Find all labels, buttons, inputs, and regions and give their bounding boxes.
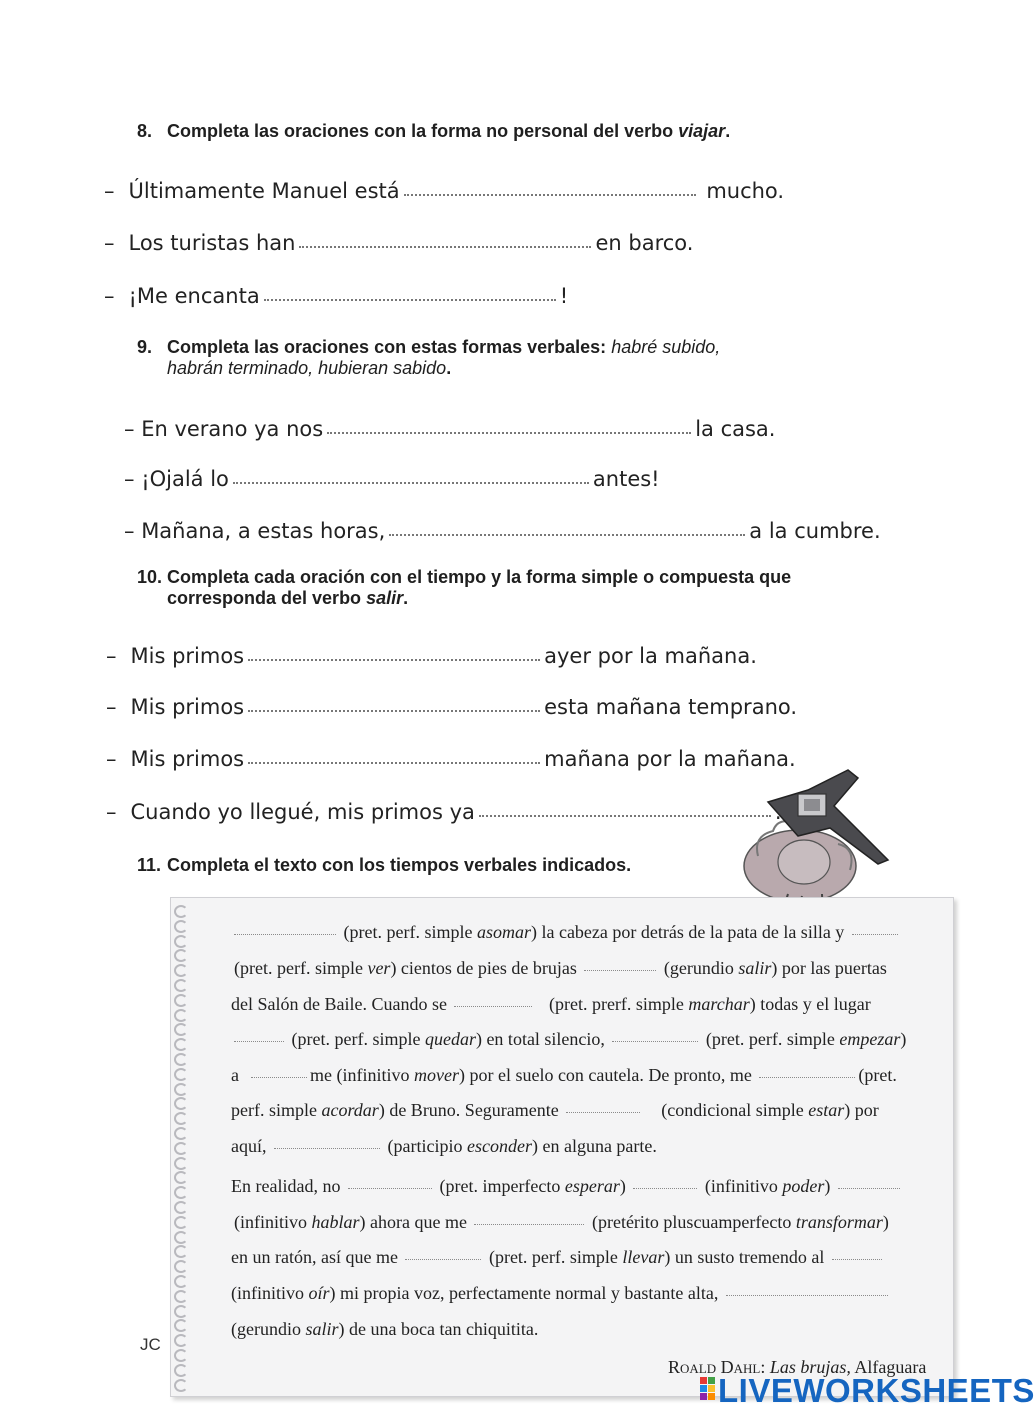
q9-title-text: Completa las oraciones con estas formas verbales:	[167, 337, 612, 357]
p1-line-1: (pret. perf. simple asomar) la cabeza por detrás de la pata de la silla y	[231, 920, 901, 944]
spiral-ring	[174, 1186, 188, 1199]
spiral-ring	[174, 1231, 188, 1244]
p2-line-2: (infinitivo hablar) ahora que me (pretérito pluscuamperfecto transformar)	[234, 1212, 889, 1232]
spiral-ring	[174, 1157, 188, 1170]
spiral-ring	[174, 1379, 188, 1392]
q9-line-3: – Mañana, a estas horas, a la cumbre.	[124, 519, 881, 543]
spiral-ring	[174, 1009, 188, 1022]
spiral-ring	[174, 1216, 188, 1229]
answer-blank[interactable]	[479, 814, 771, 817]
q10-line-1: – Mis primos ayer por la mañana.	[106, 644, 757, 668]
answer-blank[interactable]	[584, 969, 656, 971]
q8-number: 8.	[137, 121, 153, 141]
q9-line-1: – En verano ya nos la casa.	[124, 417, 776, 441]
answer-blank[interactable]	[248, 761, 540, 764]
spiral-ring	[174, 979, 188, 992]
answer-blank[interactable]	[248, 709, 540, 712]
p2-line-3: en un ratón, así que me (pret. perf. simple llevar) un susto tremendo al	[231, 1245, 885, 1269]
answer-blank[interactable]	[389, 533, 745, 536]
spiral-ring	[174, 920, 188, 933]
q8-line-1: – Últimamente Manuel está mucho.	[104, 179, 785, 203]
spiral-ring	[174, 1349, 188, 1362]
spiral-binding	[174, 905, 188, 1395]
spiral-ring	[174, 1319, 188, 1332]
q8-title-text: Completa las oraciones con la forma no personal del verbo	[167, 121, 679, 141]
answer-blank[interactable]	[264, 298, 556, 301]
answer-blank[interactable]	[251, 1076, 307, 1078]
answer-blank[interactable]	[838, 1187, 900, 1189]
answer-blank[interactable]	[852, 933, 898, 935]
witch-illustration	[738, 766, 898, 914]
answer-blank[interactable]	[233, 481, 589, 484]
answer-blank[interactable]	[234, 1040, 284, 1042]
q10-title: 10. Completa cada oración con el tiempo y la forma simple o compuesta que corresponda del verbo salir.	[137, 567, 792, 608]
spiral-ring	[174, 1201, 188, 1214]
q10-line-4: – Cuando yo llegué, mis primos ya	[106, 797, 782, 827]
answer-blank[interactable]	[274, 1147, 380, 1149]
spiral-ring	[174, 1364, 188, 1377]
p1-line-5: a me (infinitivo mover) por el suelo con cautela. De pronto, me (pret.	[231, 1065, 897, 1085]
spiral-ring	[174, 1097, 188, 1110]
answer-blank[interactable]	[612, 1040, 698, 1042]
q8-line-2: – Los turistas han en barco.	[104, 231, 694, 255]
q10-number: 10.	[137, 567, 163, 587]
spiral-ring	[174, 1038, 188, 1051]
p1-line-2: (pret. perf. simple ver) cientos de pies de brujas (gerundio salir) por las puertas	[234, 958, 887, 978]
spiral-ring	[174, 1023, 188, 1036]
answer-blank[interactable]	[474, 1223, 584, 1225]
answer-blank[interactable]	[404, 193, 696, 196]
answer-blank[interactable]	[405, 1258, 481, 1260]
answer-blank[interactable]	[348, 1187, 432, 1189]
spiral-ring	[174, 1260, 188, 1273]
answer-blank[interactable]	[832, 1258, 882, 1260]
spiral-ring	[174, 994, 188, 1007]
spiral-ring	[174, 935, 188, 948]
p2-line-1: En realidad, no (pret. imperfecto esperar) (infinitivo poder)	[231, 1174, 903, 1198]
spiral-ring	[174, 1245, 188, 1258]
spiral-ring	[174, 1305, 188, 1318]
credit-title: Las brujas,	[769, 1357, 851, 1377]
q9-number: 9.	[137, 337, 153, 357]
p1-line-7: aquí, (participio esconder) en alguna parte.	[231, 1136, 657, 1156]
answer-blank[interactable]	[299, 245, 591, 248]
spiral-ring	[174, 964, 188, 977]
p2-line-4: (infinitivo oír) mi propia voz, perfectamente normal y bastante alta,	[231, 1281, 891, 1305]
spiral-ring	[174, 1334, 188, 1347]
spiral-ring	[174, 1171, 188, 1184]
spiral-ring	[174, 1290, 188, 1303]
q9-title: 9. Completa las oraciones con estas formas verbales: habré subido, habrán terminado, hubieran sabido.	[137, 337, 721, 378]
spiral-ring	[174, 1068, 188, 1081]
liveworksheets-logo[interactable]: LIVEWORKSHEETS	[718, 1372, 1035, 1409]
p1-line-3: del Salón de Baile. Cuando se (pret. prerf. simple marchar) todas y el lugar	[231, 994, 871, 1014]
footer-partial-text: JC	[140, 1335, 161, 1354]
spiral-ring	[174, 1053, 188, 1066]
answer-blank[interactable]	[454, 1005, 532, 1007]
spiral-ring	[174, 1127, 188, 1140]
q8-line-3: – ¡Me encanta !	[104, 284, 569, 308]
spiral-ring	[174, 905, 188, 918]
spiral-ring	[174, 1275, 188, 1288]
answer-blank[interactable]	[759, 1076, 855, 1078]
p1-line-6: perf. simple acordar) de Bruno. Seguramente (condicional simple estar) por	[231, 1100, 879, 1120]
q10-line-3: – Mis primos mañana por la mañana.	[106, 747, 796, 771]
liveworksheets-logo-icon	[700, 1377, 716, 1407]
answer-blank[interactable]	[726, 1294, 888, 1296]
q10-line-2: – Mis primos esta mañana temprano.	[106, 695, 798, 719]
credit-publisher: Alfaguara	[854, 1357, 927, 1377]
answer-blank[interactable]	[327, 431, 691, 434]
credit-author: Roald Dahl:	[668, 1357, 766, 1377]
spiral-ring	[174, 1142, 188, 1155]
q9-line-2: – ¡Ojalá lo antes!	[124, 467, 660, 491]
spiral-ring	[174, 1112, 188, 1125]
q8-title-verb: viajar	[678, 121, 726, 141]
q11-number: 11.	[137, 855, 162, 875]
p2-line-5: (gerundio salir) de una boca tan chiquitita.	[231, 1319, 539, 1339]
p1-line-4: (pret. perf. simple quedar) en total silencio, (pret. perf. simple empezar)	[231, 1027, 906, 1051]
spiral-ring	[174, 1083, 188, 1096]
answer-blank[interactable]	[248, 658, 540, 661]
answer-blank[interactable]	[234, 933, 336, 935]
answer-blank[interactable]	[566, 1111, 640, 1113]
spiral-ring	[174, 949, 188, 962]
witch-face	[778, 840, 830, 884]
answer-blank[interactable]	[633, 1187, 697, 1189]
